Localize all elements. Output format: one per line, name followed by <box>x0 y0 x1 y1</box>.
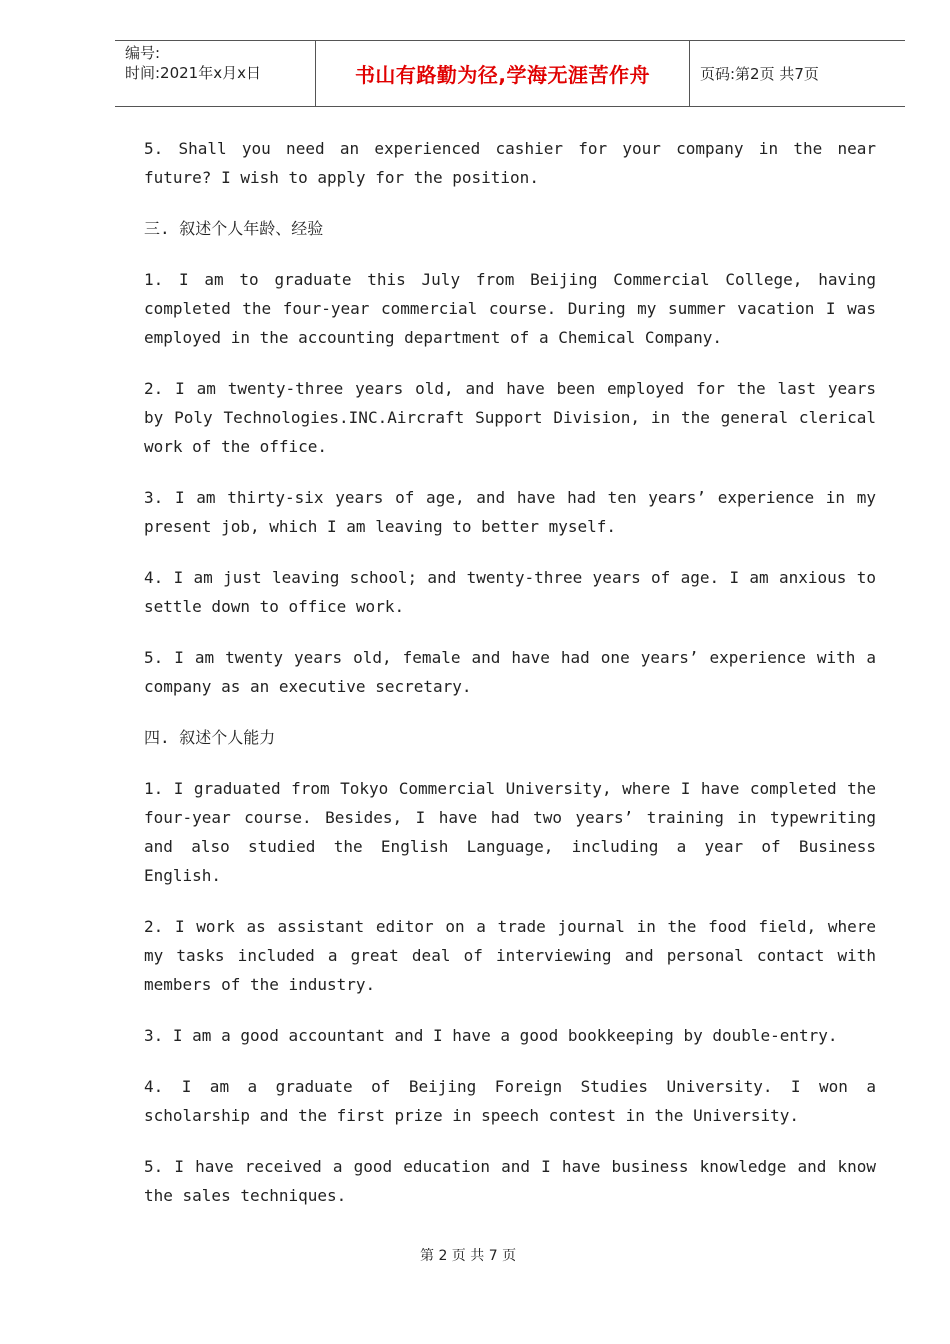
paragraph: 4. I am just leaving school; and twenty-three years of age. I am anxious to settle down to office work. <box>144 568 876 616</box>
number-label: 编号: <box>125 44 161 62</box>
paragraph: 5. Shall you need an experienced cashier for your company in the near future? I wish to apply for the position. <box>144 139 876 187</box>
page-label: 页码:第2页 共7页 <box>700 65 819 83</box>
paragraph: 1. I graduated from Tokyo Commercial University, where I have completed the four-year course. Besides, I have had two years’ training in typewriting and also studied the English Language, including a year of Business English. <box>144 779 876 885</box>
paragraph: 5. I am twenty years old, female and have had one years’ experience with a company as an executive secretary. <box>144 648 876 696</box>
section-heading: 四. 叙述个人能力 <box>144 728 276 747</box>
paragraph: 1. I am to graduate this July from Beijing Commercial College, having completed the four-year commercial course. During my summer vacation I was employed in the accounting department of a Chemical Company. <box>144 270 876 347</box>
paragraph: 3. I am thirty-six years of age, and have had ten years’ experience in my present job, which I am leaving to better myself. <box>144 488 876 536</box>
header-page <box>690 41 905 106</box>
paragraph: 4. I am a graduate of Beijing Foreign Studies University. I won a scholarship and the first prize in speech contest in the University. <box>144 1077 876 1125</box>
header-meta <box>115 41 316 106</box>
paragraph: 2. I work as assistant editor on a trade journal in the food field, where my tasks included a great deal of interviewing and personal contact with members of the industry. <box>144 917 876 994</box>
page-header <box>115 40 905 107</box>
section-heading: 三. 叙述个人年龄、经验 <box>144 219 324 238</box>
time-label: 时间:2021年x月x日 <box>125 64 261 82</box>
paragraph: 3. I am a good accountant and I have a good bookkeeping by double-entry. <box>144 1026 838 1045</box>
paragraph: 5. I have received a good education and I have business knowledge and know the sales techniques. <box>144 1157 876 1205</box>
page-footer <box>0 1245 950 1265</box>
motto-text: 书山有路勤为径,学海无涯苦作舟 <box>354 63 651 87</box>
paragraph: 2. I am twenty-three years old, and have been employed for the last years by Poly Technologies.INC.Aircraft Support Division, in the general clerical work of the office. <box>144 379 876 456</box>
footer-page-number: 第 2 页 共 7 页 <box>420 1248 517 1264</box>
document-body <box>144 134 876 1232</box>
header-motto <box>316 41 690 106</box>
